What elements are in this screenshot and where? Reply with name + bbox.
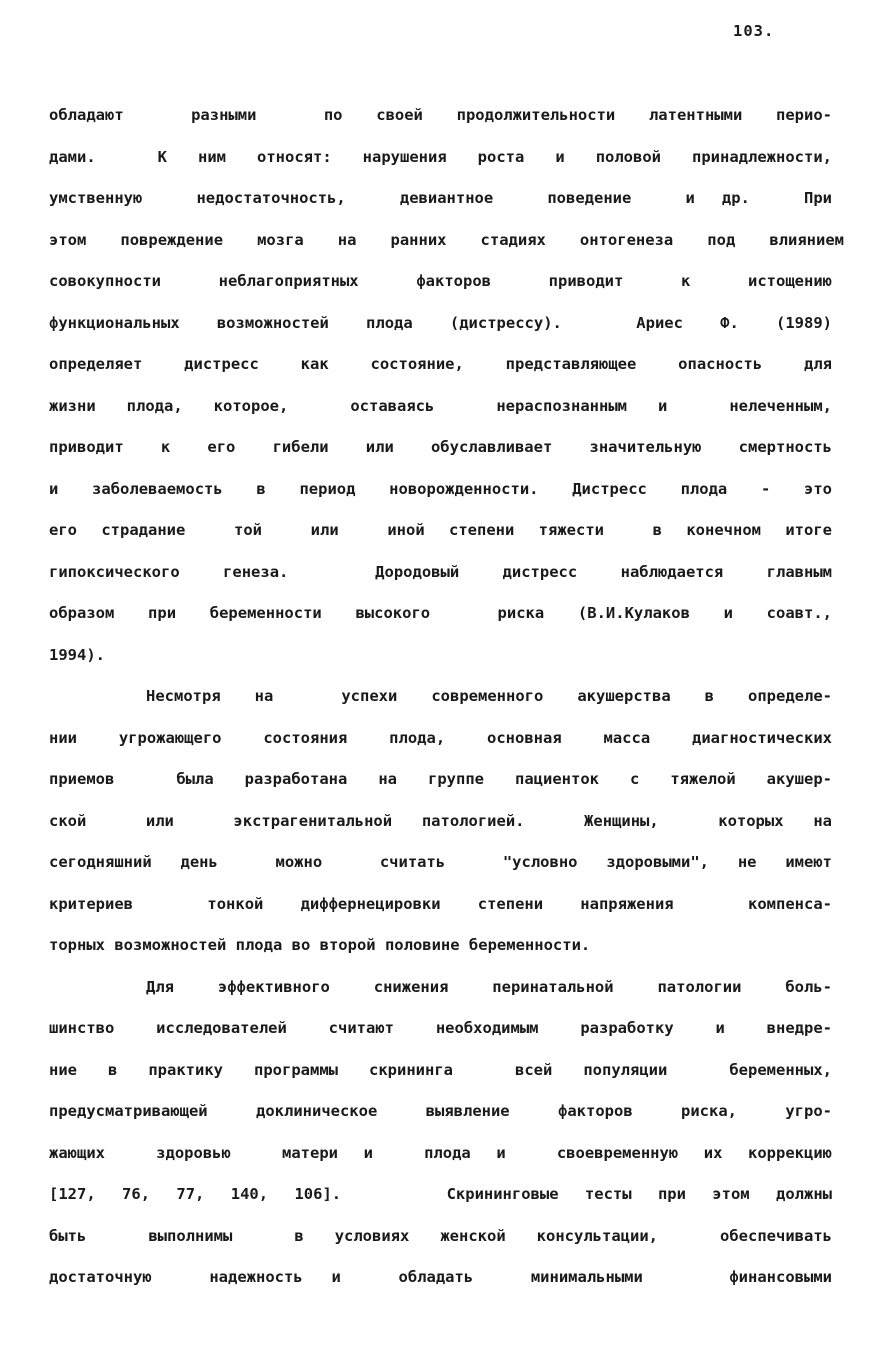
text-line: совокупности неблагоприятных факторов приводит к истощению bbox=[49, 272, 832, 290]
text-line: ние в практику программы скрининга всей популяции беременных, bbox=[49, 1061, 832, 1079]
text-line: быть выполнимы в условиях женской консультации, обеспечивать bbox=[49, 1227, 832, 1245]
paragraph-first-line: Несмотря на успехи современного акушерства в определе- bbox=[146, 687, 832, 705]
text-line: сегодняшний день можно считать "условно здоровыми", не имеют bbox=[49, 853, 832, 871]
text-line: 1994). bbox=[49, 646, 105, 664]
text-line: определяет дистресс как состояние, представляющее опасность для bbox=[49, 355, 832, 373]
text-line: жизни плода, которое, оставаясь нераспознанным и нелеченным, bbox=[49, 397, 832, 415]
paragraph-first-line: Для эффективного снижения перинатальной патологии боль- bbox=[146, 978, 832, 996]
text-line: обладают разными по своей продолжительности латентными перио- bbox=[49, 106, 832, 124]
text-line: умственную недостаточность, девиантное поведение и др. При bbox=[49, 189, 832, 207]
text-line: жающих здоровью матери и плода и своевременную их коррекцию bbox=[49, 1144, 832, 1162]
text-line: гипоксического генеза. Дородовый дистресс наблюдается главным bbox=[49, 563, 832, 581]
text-line: приводит к его гибели или обуславливает значительную смертность bbox=[49, 438, 832, 456]
text-line: этом повреждение мозга на ранних стадиях онтогенеза под влиянием bbox=[49, 231, 844, 249]
text-line: предусматривающей доклиническое выявление факторов риска, угро- bbox=[49, 1102, 832, 1120]
text-line: [127, 76, 77, 140, 106]. Скрининговые тесты при этом должны bbox=[49, 1185, 832, 1203]
text-line: дами. К ним относят: нарушения роста и половой принадлежности, bbox=[49, 148, 832, 166]
text-line: и заболеваемость в период новорожденности. Дистресс плода - это bbox=[49, 480, 832, 498]
text-line: функциональных возможностей плода (дистрессу). Ариес Ф. (1989) bbox=[49, 314, 832, 332]
text-line: приемов была разработана на группе пациенток с тяжелой акушер- bbox=[49, 770, 832, 788]
page-number: 103. bbox=[733, 22, 775, 40]
text-line: ской или экстрагенитальной патологией. Женщины, которых на bbox=[49, 812, 832, 830]
text-line: образом при беременности высокого риска (В.И.Кулаков и соавт., bbox=[49, 604, 832, 622]
text-line: достаточную надежность и обладать минимальными финансовыми bbox=[49, 1268, 832, 1286]
text-line: нии угрожающего состояния плода, основная масса диагностических bbox=[49, 729, 832, 747]
text-line: его страдание той или иной степени тяжести в конечном итоге bbox=[49, 521, 832, 539]
text-line: торных возможностей плода во второй половине беременности. bbox=[49, 936, 591, 954]
text-line: критериев тонкой диффернецировки степени напряжения компенса- bbox=[49, 895, 832, 913]
text-line: шинство исследователей считают необходимым разработку и внедре- bbox=[49, 1019, 832, 1037]
